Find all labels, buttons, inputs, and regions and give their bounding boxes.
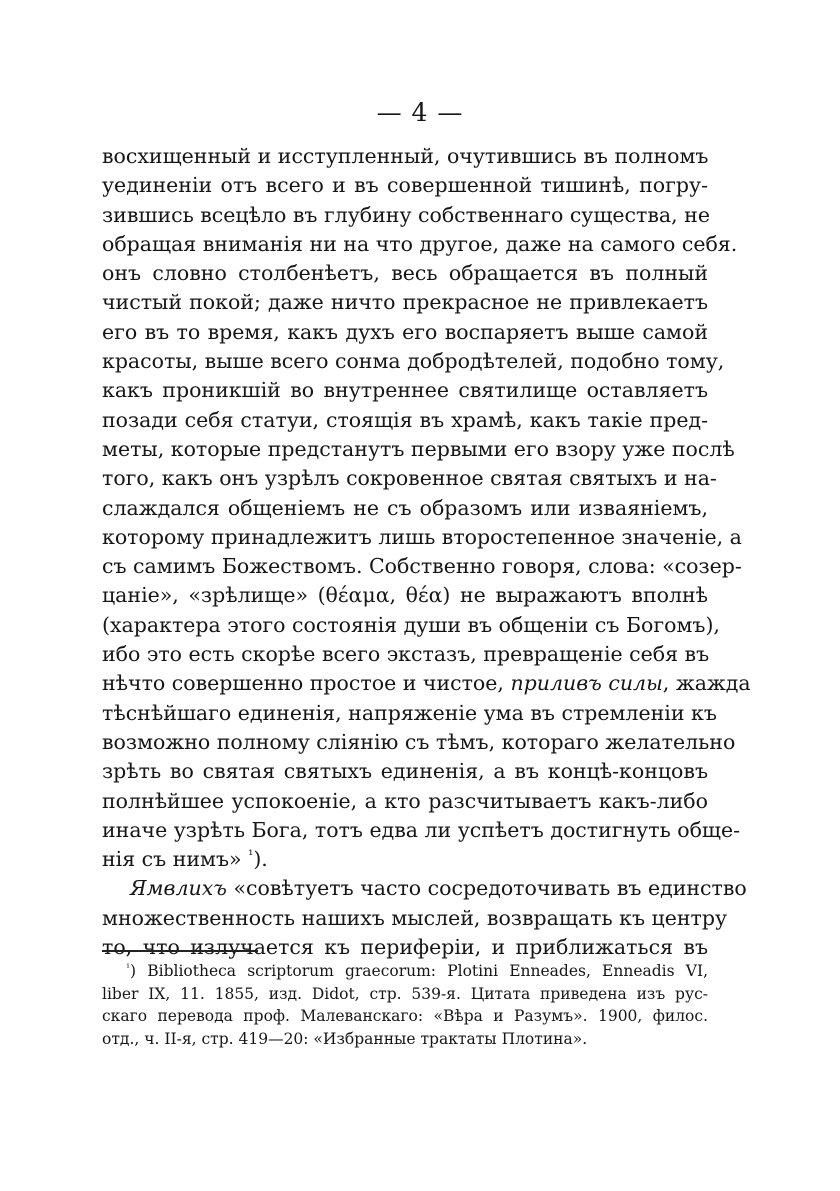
footnote-line: liber IX, 11. 1855, изд. Didot, стр. 539-я. Цитата приведена изъ рус- (102, 984, 708, 1003)
footnote-line (102, 960, 708, 983)
text-line: позади себя статуи, стоящія въ храмѣ, какъ такіе пред- (102, 407, 708, 432)
text-line: полнѣйшее успокоеніе, а кто разсчитываетъ какъ-либо (102, 788, 708, 813)
main-text (102, 142, 751, 962)
footnote-text: ) Bibliotheca scriptorum graecorum: Plotini Enneades, Enneadis VI, (130, 962, 708, 980)
text-line: того, какъ онъ узрѣлъ сокровенное святая святыхъ и на- (102, 466, 717, 491)
emphasis-text: приливъ силы (510, 671, 663, 696)
text-line: тѣснѣйшаго единенія, напряженіе ума въ стремленіи къ (102, 700, 717, 725)
text-line: меты, которые предстанутъ первыми его взору уже послѣ (102, 436, 735, 461)
text-line: которому принадлежитъ лишь второстепенное значеніе, а (102, 524, 742, 549)
page-number: — 4 — (376, 98, 464, 127)
text-line: то, что излучается къ периферіи, и приближаться въ (102, 935, 708, 960)
text-line: съ самимъ Божествомъ. Собственно говоря, слова: «созер- (102, 554, 742, 579)
text-line: восхищенный и исступленный, очутившись въ полномъ (102, 144, 709, 168)
text-line: какъ проникшій во внутреннее святилище оставляетъ (102, 378, 708, 403)
author-name: Ямвлихъ (130, 876, 227, 901)
footnote-divider (102, 950, 258, 952)
text-line: чистый покой; даже ничто прекрасное не привлекаетъ (102, 290, 708, 315)
footnote-line: отд., ч. II-я, стр. 419—20: «Избранные трактаты Плотина». (102, 1029, 588, 1048)
text-line-with-footnote-ref (102, 845, 708, 874)
text-line: (характера этого состоянія души въ общеніи съ Богомъ), (102, 612, 720, 637)
text-line: множественность нашихъ мыслей, возвращать къ центру (102, 905, 728, 930)
text-segment: «совѣтуетъ часто сосредоточивать въ единство (233, 876, 747, 901)
text-line: слаждался общеніемъ не съ образомъ или изваяніемъ, (102, 495, 708, 520)
text-line: иначе узрѣть Бога, тотъ едва ли успѣетъ достигнуть обще- (102, 817, 741, 842)
footnote-reference: ¹ (248, 848, 254, 864)
text-line: зившись всецѣло въ глубину собственнаго существа, не (102, 202, 710, 227)
text-line: онъ словно столбенѣетъ, весь обращается въ полный (102, 261, 708, 286)
text-line: зрѣть во святая святыхъ единенія, а въ концѣ-концовъ (102, 759, 708, 784)
text-segment: нѣчто совершенно простое и чистое, (102, 671, 511, 696)
text-line: обращая вниманія ни на что другое, даже на самого себя. (102, 231, 738, 256)
text-line-with-emphasis (102, 669, 751, 698)
text-line: возможно полному сліянію съ тѣмъ, котораго желательно (102, 729, 736, 754)
footnote-line: скаго перевода проф. Малеванскаго: «Вѣра и Разумъ». 1900, филос. (102, 1007, 708, 1025)
text-line: красоты, выше всего сонма добродѣтелей, подобно тому, (102, 349, 725, 374)
text-line-paragraph-start (102, 874, 747, 903)
text-segment: ). (253, 847, 268, 872)
text-segment: , жажда (662, 671, 751, 696)
text-line: уединеніи отъ всего и въ совершенной тишинѣ, погру- (102, 173, 708, 198)
footnote (102, 960, 708, 1050)
text-line: его въ то время, какъ духъ его воспаряетъ выше самой (102, 319, 708, 344)
footnote-marker: ¹ (126, 963, 131, 974)
text-segment: нія съ нимъ» (102, 847, 249, 872)
text-line: ибо это есть скорѣе всего экстазъ, превращеніе себя въ (102, 642, 710, 667)
text-line: цаніе», «зрѣлище» (θέαμα, θέα) не выражаютъ вполнѣ (102, 583, 708, 608)
